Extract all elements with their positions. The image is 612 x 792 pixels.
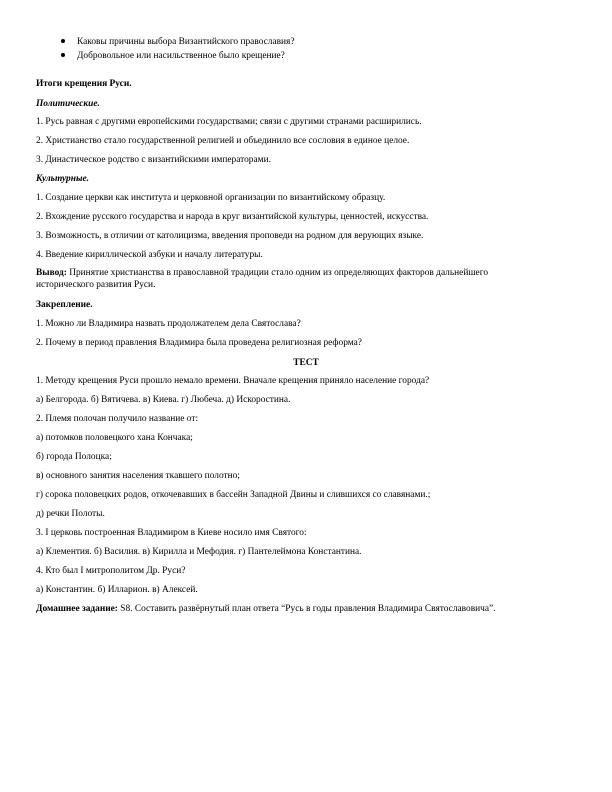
conclusion-text: Принятие христианства в православной традиции стало одним из определяющих факторов дальнейшего bbox=[66, 268, 489, 278]
test-line: 1. Методу крещения Руси прошло немало времени. Вначале крещения приняло население города? bbox=[36, 376, 430, 386]
bullet-text: Каковы причины выбора Византийского православия? bbox=[77, 37, 295, 47]
test-line: 4. Кто был I митрополитом Др. Руси? bbox=[36, 566, 186, 576]
conclusion-line: исторического развития Руси. bbox=[36, 280, 156, 290]
reinforcement-item: 1. Можно ли Владимира назвать продолжателем дела Святослава? bbox=[36, 319, 301, 329]
political-item: 1. Русь равная с другими европейскими государствами; связи с другими странами расширились. bbox=[36, 117, 422, 127]
bullet-text: Добровольное или насильственное было крещение? bbox=[77, 51, 285, 61]
bullet-icon bbox=[61, 53, 65, 57]
reinforcement-title: Закрепление. bbox=[36, 300, 93, 310]
test-line: 2. Племя полочан получило название от: bbox=[36, 414, 199, 424]
test-line: а) Константин. б) Илларион. в) Алексей. bbox=[36, 585, 198, 595]
cultural-item: 4. Введение кириллической азбуки и началу литературы. bbox=[36, 250, 263, 260]
conclusion-label: Вывод: bbox=[36, 268, 67, 278]
test-line: б) города Полоцка; bbox=[36, 452, 112, 462]
test-line: а) потомков половецкого хана Кончака; bbox=[36, 433, 193, 443]
bullet-item bbox=[61, 50, 285, 62]
homework-label: Домашнее задание: bbox=[36, 604, 118, 614]
test-title: ТЕСТ bbox=[293, 358, 319, 368]
test-line: а) Белгорода. б) Вятичева. в) Киева. г) Любеча. д) Искоростина. bbox=[36, 395, 291, 405]
cultural-item: 1. Создание церкви как института и церковной организации по византийскому образцу. bbox=[36, 193, 386, 203]
test-line: г) сорока половецких родов, откочевавших в бассейн Западной Двины и слившихся со славянами.; bbox=[36, 490, 431, 500]
political-heading: Политические. bbox=[36, 99, 100, 109]
cultural-item: 3. Возможность, в отличии от католицизма, введения проповеди на родном для верующих языке. bbox=[36, 231, 424, 241]
homework-line bbox=[36, 603, 496, 615]
reinforcement-item: 2. Почему в период правления Владимира была проведена религиозная реформа? bbox=[36, 338, 362, 348]
political-item: 3. Династическое родство с византийскими императорами. bbox=[36, 155, 271, 165]
bullet-item bbox=[61, 36, 295, 48]
results-title: Итоги крещения Руси. bbox=[36, 79, 132, 89]
bullet-icon bbox=[61, 39, 65, 43]
cultural-item: 2. Вхождение русского государства и народа в круг византийской культуры, ценностей, искусства. bbox=[36, 212, 429, 222]
conclusion-line bbox=[36, 267, 488, 279]
test-line: д) речки Полоты. bbox=[36, 509, 105, 519]
test-line: в) основного занятия населения ткавшего полотно; bbox=[36, 471, 240, 481]
test-line: а) Клементия. б) Василия. в) Кирилла и Мефодия. г) Пантелеймона Константина. bbox=[36, 547, 362, 557]
cultural-heading: Культурные. bbox=[36, 174, 89, 184]
political-item: 2. Христианство стало государственной религией и объединило все сословия в единое целое. bbox=[36, 136, 410, 146]
test-line: 3. I церковь построенная Владимиром в Киеве носило имя Святого: bbox=[36, 528, 307, 538]
homework-text: S8. Составить развёрнутый план ответа “Русь в годы правления Владимира Святославовича”. bbox=[117, 604, 496, 614]
